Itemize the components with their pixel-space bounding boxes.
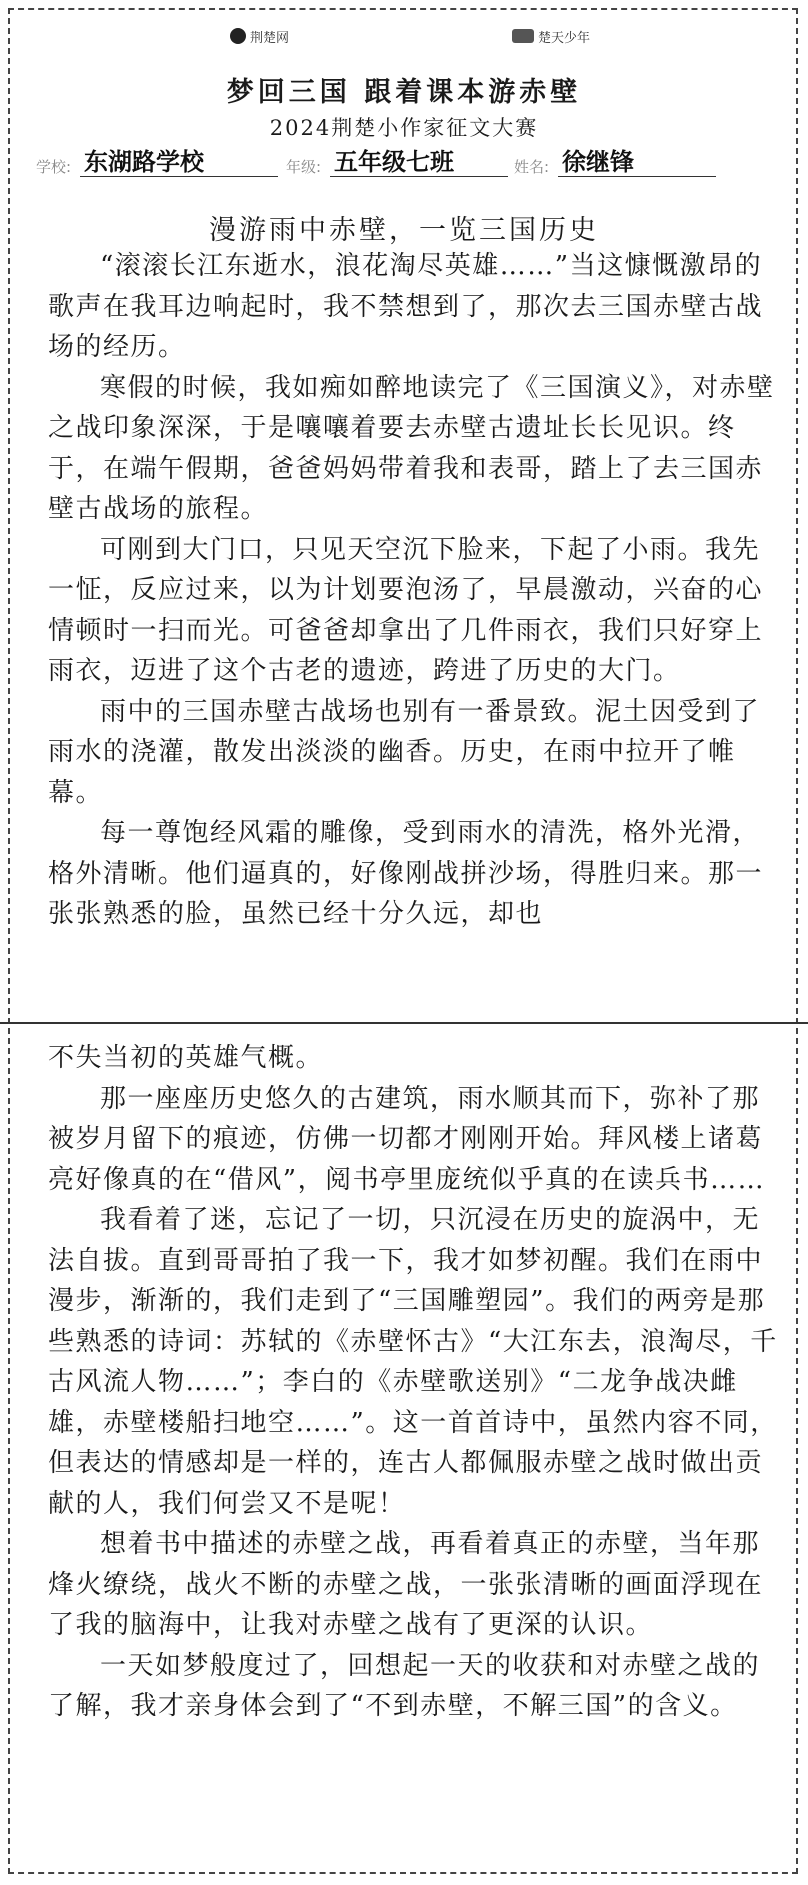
school-value: 东湖路学校 xyxy=(80,142,278,177)
essay-body-page-1 xyxy=(48,246,778,935)
essay-body-page-2 xyxy=(48,1038,778,1727)
paragraph-continuation: 不失当初的英雄气概。 xyxy=(48,1043,324,1073)
paragraph: 寒假的时候，我如痴如醉地读完了《三国演义》，对赤壁之战印象深深，于是嚷嚷着要去赤壁古遗址长长见识。终于，在端午假期，爸爸妈妈带着我和表哥，踏上了去三国赤壁古战场的旅程。 xyxy=(48,372,775,524)
sponsor-logos xyxy=(230,16,590,56)
sponsor-logo-left xyxy=(230,27,289,46)
contest-title: 梦回三国 跟着课本游赤壁 xyxy=(226,77,582,108)
logo-right-text: 楚天少年 xyxy=(537,30,590,46)
logo-mark-icon xyxy=(230,28,246,44)
paragraph: 可刚到大门口，只见天空沉下脸来，下起了小雨。我先一怔，反应过来，以为计划要泡汤了，早晨激动，兴奋的心情顿时一扫而光。可爸爸却拿出了几件雨衣，我们只好穿上雨衣，迈进了这个古老的遗迹，跨进了历史的大门。 xyxy=(48,534,764,686)
logo-left-text: 荆楚网 xyxy=(250,30,290,46)
page-divider xyxy=(0,1022,808,1024)
grade-label: 年级: xyxy=(286,158,322,176)
paragraph: 想着书中描述的赤壁之战，再看着真正的赤壁，当年那烽火缭绕，战火不断的赤壁之战，一张张清晰的画面浮现在了我的脑海中，让我对赤壁之战有了更深的认识。 xyxy=(48,1529,764,1640)
paragraph: 雨中的三国赤壁古战场也别有一番景致。泥土因受到了雨水的浇灌，散发出淡淡的幽香。历史，在雨中拉开了帷幕。 xyxy=(48,696,761,808)
paragraph: 一天如梦般度过了，回想起一天的收获和对赤壁之战的了解，我才亲身体会到了“不到赤壁，不解三国”的含义。 xyxy=(48,1650,761,1721)
essay-title: 漫游雨中赤壁，一览三国历史 xyxy=(209,215,599,246)
school-label: 学校: xyxy=(36,158,72,176)
paragraph: 那一座座历史悠久的古建筑，雨水顺其而下，弥补了那被岁月留下的痕迹，仿佛一切都才刚刚开始。拜风楼上诸葛亮好像真的在“借风”，阅书亭里庞统似乎真的在读兵书…… xyxy=(48,1083,766,1195)
student-info xyxy=(36,142,776,182)
paragraph: “滚滚长江东逝水，浪花淘尽英雄……”当这慷慨激昂的歌声在我耳边响起时，我不禁想到了，那次去三国赤壁古战场的经历。 xyxy=(48,251,764,362)
paragraph: 每一尊饱经风霜的雕像，受到雨水的清洗，格外光滑，格外清晰。他们逼真的，好像刚战拼沙场，得胜归来。那一张张熟悉的脸，虽然已经十分久远，却也 xyxy=(48,818,764,929)
grade-value: 五年级七班 xyxy=(330,142,508,177)
name-label: 姓名: xyxy=(514,158,550,176)
name-value: 徐继锋 xyxy=(558,142,716,177)
paragraph: 我看着了迷，忘记了一切，只沉浸在历史的旋涡中，无法自拔。直到哥哥拍了我一下，我才如梦初醒。我们在雨中漫步，渐渐的，我们走到了“三国雕塑园”。我们的两旁是那些熟悉的诗词：苏轼的《赤壁怀古》“大江东去，浪淘尽，千古风流人物……”；李白的《赤壁歌送别》“二龙争战决雌雄，赤壁楼船扫地空……”。这一首首诗中，虽然内容不同，但表达的情感却是一样的，连古人都佩服赤壁之战时做出贡献的人，我们何尝又不是呢！ xyxy=(48,1205,778,1519)
sponsor-logo-right xyxy=(512,27,590,46)
contest-subtitle: 2024荆楚小作家征文大赛 xyxy=(269,116,539,140)
logo-mark-icon xyxy=(512,29,534,43)
